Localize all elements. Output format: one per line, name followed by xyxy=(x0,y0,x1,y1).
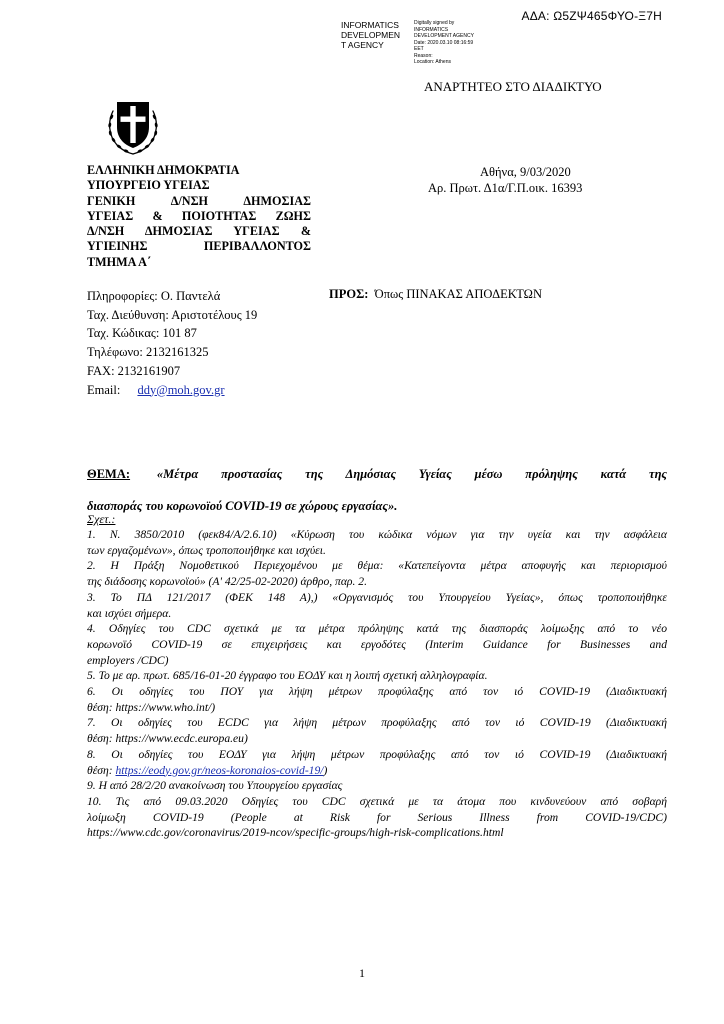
reference-item xyxy=(87,778,667,794)
signature-detail-line: INFORMATICS xyxy=(414,26,449,33)
document-date: Αθήνα, 9/03/2020 xyxy=(480,165,571,179)
signature-org-line: T AGENCY xyxy=(341,40,384,50)
references-title: Σχετ.: xyxy=(87,512,116,526)
reference-item xyxy=(87,715,667,746)
signature-detail-line: Location: Athens xyxy=(414,59,451,65)
reference-line: 5. Το με αρ. πρωτ. 685/16-01-20 έγγραφο του ΕΟΔΥ και η λοιπή σχετική αλληλογραφία. xyxy=(87,669,488,683)
signature-detail-line: DEVELOPMENT AGENCY xyxy=(414,33,474,39)
reference-line: employers /CDC) xyxy=(87,653,169,667)
reference-line: 10. Τις από 09.03.2020 Οδηγίες του CDC σχετικά με τα άτομα που κινδυνεύουν από σοβαρή xyxy=(87,794,667,808)
header-line: ΓΕΝΙΚΗ Δ/ΝΣΗ ΔΗΜΟΣΙΑΣ xyxy=(87,193,311,208)
signature-detail-line: Digitally signed by xyxy=(414,20,455,26)
header-line: ΥΓΙΕΙΝΗΣ ΠΕΡΙΒΑΛΛΟΝΤΟΣ xyxy=(87,239,311,254)
reference-line: κορωνοϊό COVID-19 σε επιχειρήσεις και εργοδότες (Interim Guidance for Businesses and xyxy=(87,637,667,651)
reference-item xyxy=(87,794,667,841)
recipients-label: ΠΡΟΣ: xyxy=(329,287,369,301)
contact-postcode: Ταχ. Κώδικας: 101 87 xyxy=(87,326,197,341)
header-line: ΥΠΟΥΡΓΕΙΟ ΥΓΕΙΑΣ xyxy=(87,178,210,193)
email-link[interactable]: ddy@moh.gov.gr xyxy=(137,382,225,397)
header-line: ΥΓΕΙΑΣ & ΠΟΙΟΤΗΤΑΣ ΖΩΗΣ xyxy=(87,208,311,223)
reference-line: 1. Ν. 3850/2010 (φεκ84/Α/2.6.10) «Κύρωση του κώδικα νόμων για την υγεία και την ασφάλεια xyxy=(87,528,667,541)
reference-item xyxy=(87,621,667,668)
reference-link-suffix: ) xyxy=(323,763,328,777)
reference-line: 2. Η Πράξη Νομοθετικού Περιεχομένου με θέμα: «Κατεπείγοντα μέτρα αποφυγής και περιορισμού xyxy=(87,559,667,573)
header-line: Δ/ΝΣΗ ΔΗΜΟΣΙΑΣ ΥΓΕΙΑΣ & xyxy=(87,224,311,239)
reference-line: 7. Οι οδηγίες του ECDC για λήψη μέτρων προφύλαξης από τον ιό COVID-19 (Διαδικτυακή xyxy=(87,716,667,730)
reference-line: των εργαζομένων», όπως τροποποιήθηκε και ισχύει. xyxy=(87,543,326,557)
reference-line: 4. Οδηγίες του CDC σχετικά με τα μέτρα πρόληψης κατά της διασποράς λοίμωξης από το νέο xyxy=(87,622,667,636)
ada-code: ΑΔΑ: Ω5ΖΨ465ΦΥΟ-Ξ7Η xyxy=(521,9,662,23)
contact-info: Πληροφορίες: Ο. Παντελά xyxy=(87,289,221,303)
reference-item xyxy=(87,684,667,715)
contact-email-row xyxy=(87,381,257,400)
signature-detail-line: Date: 2020.03.10 08:16:59 xyxy=(414,39,474,46)
reference-item xyxy=(87,590,667,621)
header-line: ΕΛΛΗΝΙΚΗ ΔΗΜΟΚΡΑΤΙΑ xyxy=(87,163,240,177)
reference-line: θέση: https://www.who.int/) xyxy=(87,700,216,714)
subject-text-1: «Μέτρα προστασίας της Δημόσιας Υγείας μέσω πρόληψης κατά της xyxy=(156,467,667,481)
reference-line: και ισχύει σήμερα. xyxy=(87,606,172,620)
reference-line: 6. Οι οδηγίες του ΠΟΥ για λήψη μέτρων προφύλαξης από τον ιό COVID-19 (Διαδικτυακή xyxy=(87,685,667,699)
references-list xyxy=(87,527,667,841)
reference-item xyxy=(87,527,667,558)
reference-line: 8. Οι οδηγίες του ΕΟΔΥ για λήψη μέτρων προφύλαξης από τον ιό COVID-19 (Διαδικτυακή xyxy=(87,747,667,761)
reference-line: 9. Η από 28/2/20 ανακοίνωση του Υπουργείου εργασίας xyxy=(87,779,343,793)
digital-signature-stamp xyxy=(341,20,521,78)
subject-line-1 xyxy=(87,458,667,490)
reference-line: https://www.cdc.gov/coronavirus/2019-ncov/specific-groups/high-risk-complications.html xyxy=(87,826,504,840)
reference-link-prefix: θέση: xyxy=(87,763,116,777)
page-number: 1 xyxy=(359,966,365,980)
contact-phone: Τηλέφωνο: 2132161325 xyxy=(87,345,209,360)
reference-item xyxy=(87,747,667,778)
contact-address: Ταχ. Διεύθυνση: Αριστοτέλους 19 xyxy=(87,307,258,322)
posted-online-note: ΑΝΑΡΤΗΤΕΟ ΣΤΟ ΔΙΑΔΙΚΤΥΟ xyxy=(424,79,602,94)
recipients-line xyxy=(329,287,542,302)
email-label: Email: xyxy=(87,382,121,397)
subject-text-2: διασποράς του κορωνοϊού COVID-19 σε χώρους εργασίας». xyxy=(87,499,398,513)
reference-link[interactable]: https://eody.gov.gr/neos-koronaios-covid-19/ xyxy=(115,763,324,777)
reference-line: λοίμωξη COVID-19 (People at Risk for Serious Illness from COVID-19/CDC) xyxy=(87,810,667,824)
reference-line xyxy=(87,763,667,779)
reference-item xyxy=(87,668,667,684)
signature-organization xyxy=(341,20,411,50)
reference-item xyxy=(87,558,667,589)
references-block xyxy=(87,512,667,841)
signature-detail-line: EET xyxy=(414,46,424,52)
greek-coat-of-arms-icon xyxy=(103,97,163,157)
recipients-value: Όπως ΠΙΝΑΚΑΣ ΑΠΟΔΕΚΤΩΝ xyxy=(374,287,542,301)
signature-details xyxy=(414,20,524,66)
signature-org-line: DEVELOPMEN xyxy=(341,30,401,40)
reference-line: 3. Το ΠΔ 121/2017 (ΦΕΚ 148 Α),) «Οργανισμός του Υπουργείου Υγείας», όπως τροποποιήθηκε xyxy=(87,590,667,604)
subject-label: ΘΕΜΑ: xyxy=(87,467,131,481)
contact-fax: FAX: 2132161907 xyxy=(87,363,181,378)
reference-line: θέση: https://www.ecdc.europa.eu) xyxy=(87,732,248,746)
header-line: ΤΜΗΜΑ Α΄ xyxy=(87,254,151,269)
protocol-number: Αρ. Πρωτ. Δ1α/Γ.Π.οικ. 16393 xyxy=(428,181,583,195)
reference-line: της διάδοσης κορωνοϊού» (Α' 42/25-02-2020) άρθρο, παρ. 2. xyxy=(87,575,367,589)
issuer-header xyxy=(87,163,311,270)
signature-detail-line: Reason: xyxy=(414,52,433,59)
signature-org-line: INFORMATICS xyxy=(341,20,399,30)
contact-block xyxy=(87,287,257,399)
